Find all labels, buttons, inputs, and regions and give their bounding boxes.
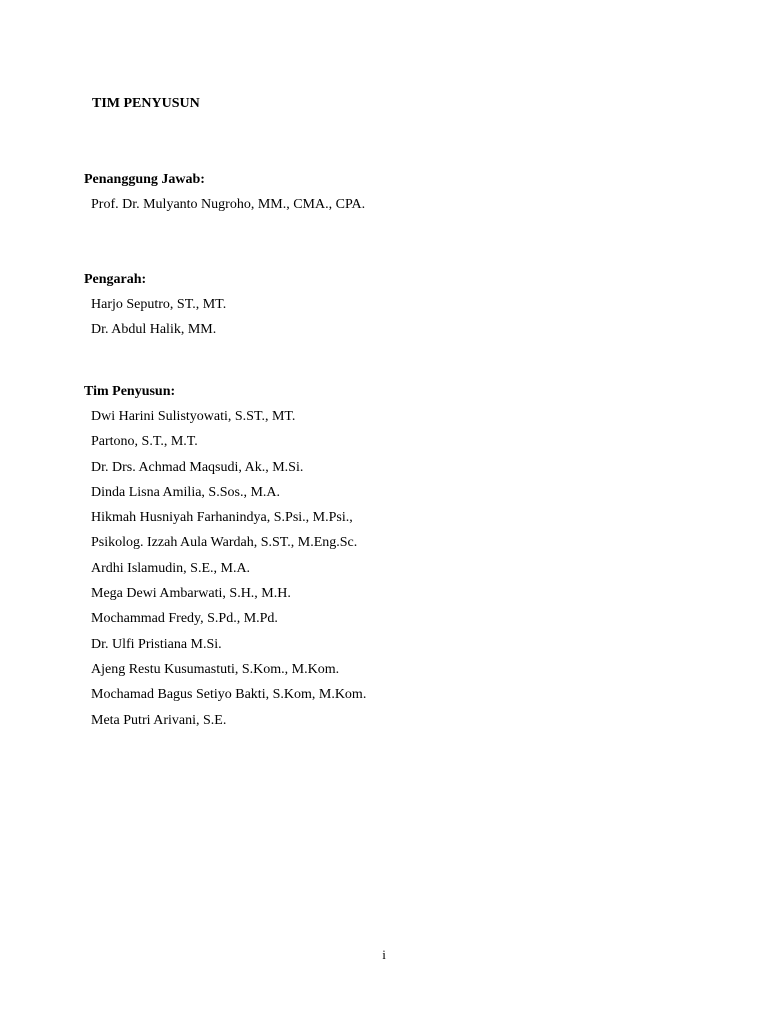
section-heading-responsible: Penanggung Jawab:	[84, 172, 205, 187]
list-item: Ajeng Restu Kusumastuti, S.Kom., M.Kom.	[91, 661, 340, 677]
list-item: Psikolog. Izzah Aula Wardah, S.ST., M.Eng.Sc.	[91, 535, 358, 551]
page-title: TIM PENYUSUN	[92, 96, 200, 111]
list-item: Dinda Lisna Amilia, S.Sos., M.A.	[91, 484, 281, 500]
directors-list	[91, 292, 226, 343]
list-item: Dwi Harini Sulistyowati, S.ST., MT.	[91, 409, 296, 424]
page-number: i	[382, 947, 386, 962]
list-item: Hikmah Husniyah Farhanindya, S.Psi., M.Psi.,	[91, 510, 353, 526]
list-item: Prof. Dr. Mulyanto Nugroho, MM., CMA., CPA.	[91, 197, 366, 212]
responsible-list	[91, 192, 365, 217]
section-heading-team: Tim Penyusun:	[84, 384, 176, 399]
list-item: Dr. Abdul Halik, MM.	[91, 322, 217, 338]
list-item: Dr. Drs. Achmad Maqsudi, Ak., M.Si.	[91, 459, 304, 475]
list-item: Partono, S.T., M.T.	[91, 434, 198, 450]
list-item: Meta Putri Arivani, S.E.	[91, 712, 227, 728]
list-item: Mochamad Bagus Setiyo Bakti, S.Kom, M.Kom.	[91, 687, 367, 703]
list-item: Mega Dewi Ambarwati, S.H., M.H.	[91, 586, 291, 602]
list-item: Mochammad Fredy, S.Pd., M.Pd.	[91, 611, 278, 627]
list-item: Harjo Seputro, ST., MT.	[91, 297, 227, 312]
section-heading-directors: Pengarah:	[84, 272, 147, 287]
team-list	[91, 404, 366, 733]
list-item: Dr. Ulfi Pristiana M.Si.	[91, 636, 222, 652]
list-item: Ardhi Islamudin, S.E., M.A.	[91, 560, 251, 576]
